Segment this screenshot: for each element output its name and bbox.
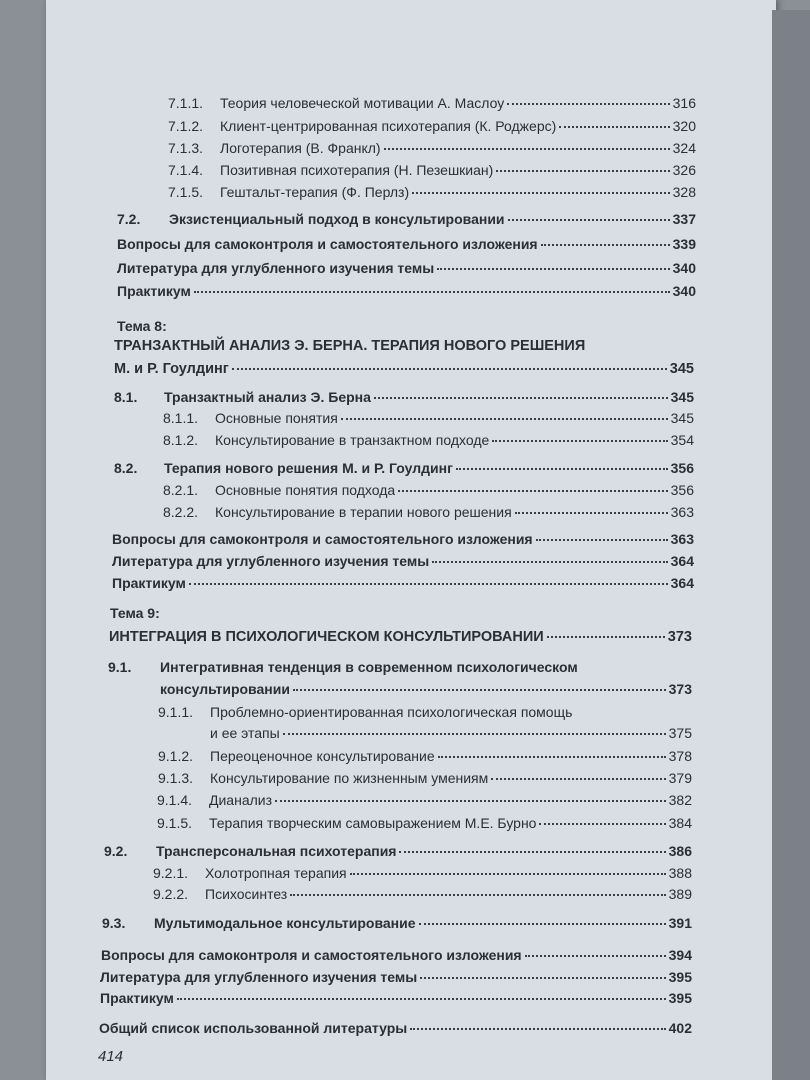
- toc-entry: 7.1.5. Гештальт-терапия (Ф. Перлз) 328: [168, 184, 696, 200]
- toc-entry: 9.1.4. Дианализ 382: [157, 792, 692, 808]
- toc-entry: консультировании 373: [160, 681, 692, 697]
- toc-entry: Литература для углубленного изучения темы 364: [112, 553, 694, 569]
- toc-entry: 8.2.1. Основные понятия подхода 356: [163, 482, 694, 498]
- toc-entry: 9.1.3. Консультирование по жизненным умениям 379: [158, 770, 692, 786]
- toc-section-entry: 9.3. Мультимодальное консультирование 391: [102, 915, 692, 931]
- toc-entry: 8.1.2. Консультирование в транзактном подходе 354: [163, 432, 694, 448]
- toc-entry: 9.2.1. Холотропная терапия 388: [153, 865, 692, 881]
- toc-entry: Литература для углубленного изучения темы 395: [100, 969, 692, 985]
- theme-title: ТРАНЗАКТНЫЙ АНАЛИЗ Э. БЕРНА. ТЕРАПИЯ НОВОГО РЕШЕНИЯ: [114, 338, 586, 354]
- toc-entry: Вопросы для самоконтроля и самостоятельного изложения 394: [101, 947, 692, 963]
- toc-entry: 8.2.2. Консультирование в терапии нового решения 363: [163, 504, 694, 520]
- toc-entry: Вопросы для самоконтроля и самостоятельного изложения 339: [117, 236, 696, 252]
- toc-entry: 9.2.2. Психосинтез 389: [153, 886, 692, 902]
- toc-entry: М. и Р. Гоулдинг 345: [114, 361, 694, 377]
- page-number: 414: [98, 1048, 124, 1065]
- toc-entry: и ее этапы 375: [210, 725, 692, 741]
- toc-entry: 7.1.4. Позитивная психотерапия (Н. Пезешкиан) 326: [168, 162, 696, 178]
- toc-entry: Вопросы для самоконтроля и самостоятельного изложения 363: [112, 531, 694, 547]
- toc-section-entry: 7.2. Экзистенциальный подход в консультировании 337: [117, 211, 696, 227]
- toc-entry: 7.1.1. Теория человеческой мотивации А. Маслоу 316: [168, 95, 696, 111]
- toc-entry: 7.1.2. Клиент-центрированная психотерапия (К. Роджерс) 320: [168, 118, 696, 134]
- toc-entry: Практикум 340: [117, 283, 696, 299]
- toc-entry: Общий список использованной литературы 402: [99, 1020, 692, 1036]
- page-edge: [772, 10, 810, 1080]
- toc-entry: 8.1.1. Основные понятия 345: [163, 410, 694, 426]
- toc-section-entry: 9.2. Трансперсональная психотерапия 386: [104, 843, 692, 859]
- toc-entry: 9.1.5. Терапия творческим самовыражением М.Е. Бурно 384: [157, 815, 692, 831]
- toc-section-entry: 8.2. Терапия нового решения М. и Р. Гоулдинг 356: [114, 460, 694, 476]
- toc-entry: Практикум 395: [100, 990, 692, 1006]
- toc-entry: Практикум 364: [112, 575, 694, 591]
- toc-entry: 9.1.2. Переоценочное консультирование 378: [158, 748, 692, 764]
- toc-section-heading: 9.1. Интегративная тенденция в современном психологическом: [108, 659, 578, 675]
- toc-entry: ИНТЕГРАЦИЯ В ПСИХОЛОГИЧЕСКОМ КОНСУЛЬТИРОВАНИИ 373: [109, 629, 692, 645]
- toc-section-entry: 8.1. Транзактный анализ Э. Берна 345: [114, 389, 694, 405]
- toc-entry: 7.1.3. Логотерапия (В. Франкл) 324: [168, 140, 696, 156]
- toc-entry: Литература для углубленного изучения темы 340: [117, 260, 696, 276]
- theme-label: Тема 8:: [117, 318, 167, 334]
- theme-label: Тема 9:: [110, 605, 160, 621]
- toc-heading: 9.1.1. Проблемно-ориентированная психологическая помощь: [158, 704, 573, 720]
